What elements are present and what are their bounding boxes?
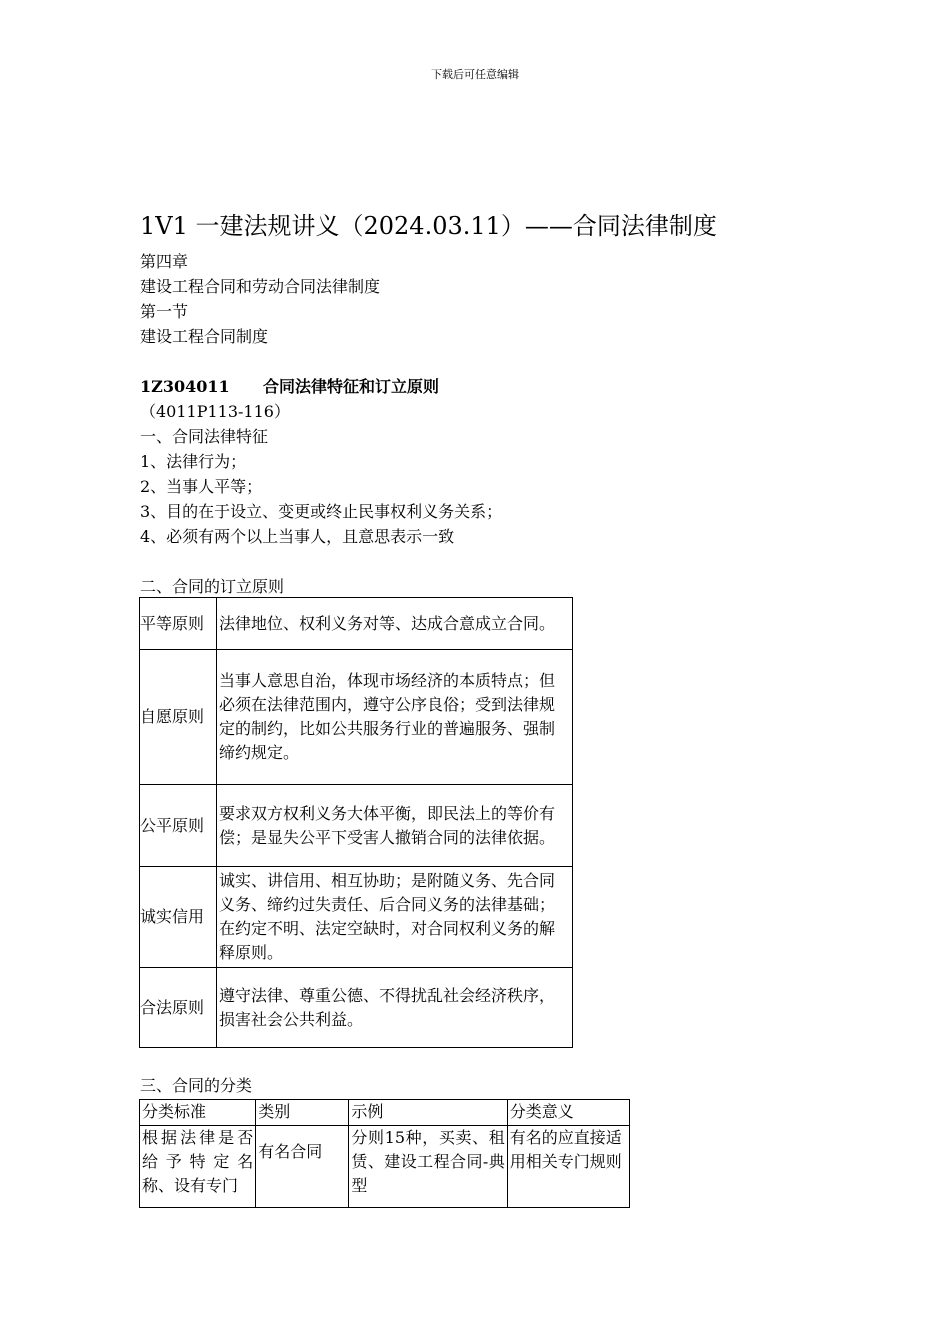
table-row [140,785,573,867]
principle-desc: 诚实、讲信用、相互协助；是附随义务、先合同义务、缔约过失责任、后合同义务的法律基础；在约定不明、法定空缺时，对合同权利义务的解释原则。 [217,867,573,968]
section-label: 第一节 [140,302,189,321]
table-row [140,1126,630,1208]
table-row [140,650,573,785]
topic-code-title: 1Z304011 合同法律特征和订立原则 [140,377,440,396]
principle-desc: 法律地位、权利义务对等、达成合意成立合同。 [217,598,573,650]
table-cell: 根据法律是否给予特定名称、设有专门 [140,1126,256,1208]
column-header: 示例 [349,1100,507,1126]
page-header: 下载后可任意编辑 [431,68,519,81]
feature-item: 4、必须有两个以上当事人，且意思表示一致 [140,527,455,546]
feature-item: 3、目的在于设立、变更或终止民事权利义务关系； [140,502,503,521]
classification-table [139,1099,630,1208]
feature-item: 2、当事人平等； [140,477,263,496]
principle-name: 合法原则 [140,968,217,1048]
table-row [140,968,573,1048]
principles-table [139,597,573,1048]
table-row [140,598,573,650]
table-cell: 有名的应直接适用相关专门规则 [507,1126,629,1208]
principle-name: 平等原则 [140,598,217,650]
features-heading: 一、合同法律特征 [140,427,269,446]
topic-pages: （4011P113-116） [140,402,290,421]
column-header: 分类标准 [140,1100,256,1126]
section-title: 建设工程合同制度 [140,327,269,346]
column-header: 类别 [256,1100,349,1126]
table-cell: 有名合同 [256,1126,349,1208]
principle-name: 自愿原则 [140,650,217,785]
chapter-label: 第四章 [140,252,189,271]
chapter-intro [140,249,380,349]
table-header-row [140,1100,630,1126]
classification-heading: 三、合同的分类 [140,1076,253,1095]
section-body [140,374,502,599]
column-header: 分类意义 [507,1100,629,1126]
principle-desc: 遵守法律、尊重公德、不得扰乱社会经济秩序，损害社会公共利益。 [217,968,573,1048]
principle-desc: 当事人意思自治，体现市场经济的本质特点；但必须在法律范围内，遵守公序良俗；受到法律规定的制约，比如公共服务行业的普遍服务、强制缔约规定。 [217,650,573,785]
document-title: 1V1 一建法规讲义（2024.03.11）——合同法律制度 [140,212,717,240]
principle-name: 公平原则 [140,785,217,867]
chapter-title: 建设工程合同和劳动合同法律制度 [140,277,381,296]
classification-block [140,1073,252,1098]
table-row [140,867,573,968]
table-cell: 分则15种，买卖、租赁、建设工程合同-典型 [349,1126,507,1208]
principle-desc: 要求双方权利义务大体平衡，即民法上的等价有偿；是显失公平下受害人撤销合同的法律依据。 [217,785,573,867]
feature-item: 1、法律行为； [140,452,247,471]
principles-heading: 二、合同的订立原则 [140,577,285,596]
principle-name: 诚实信用 [140,867,217,968]
